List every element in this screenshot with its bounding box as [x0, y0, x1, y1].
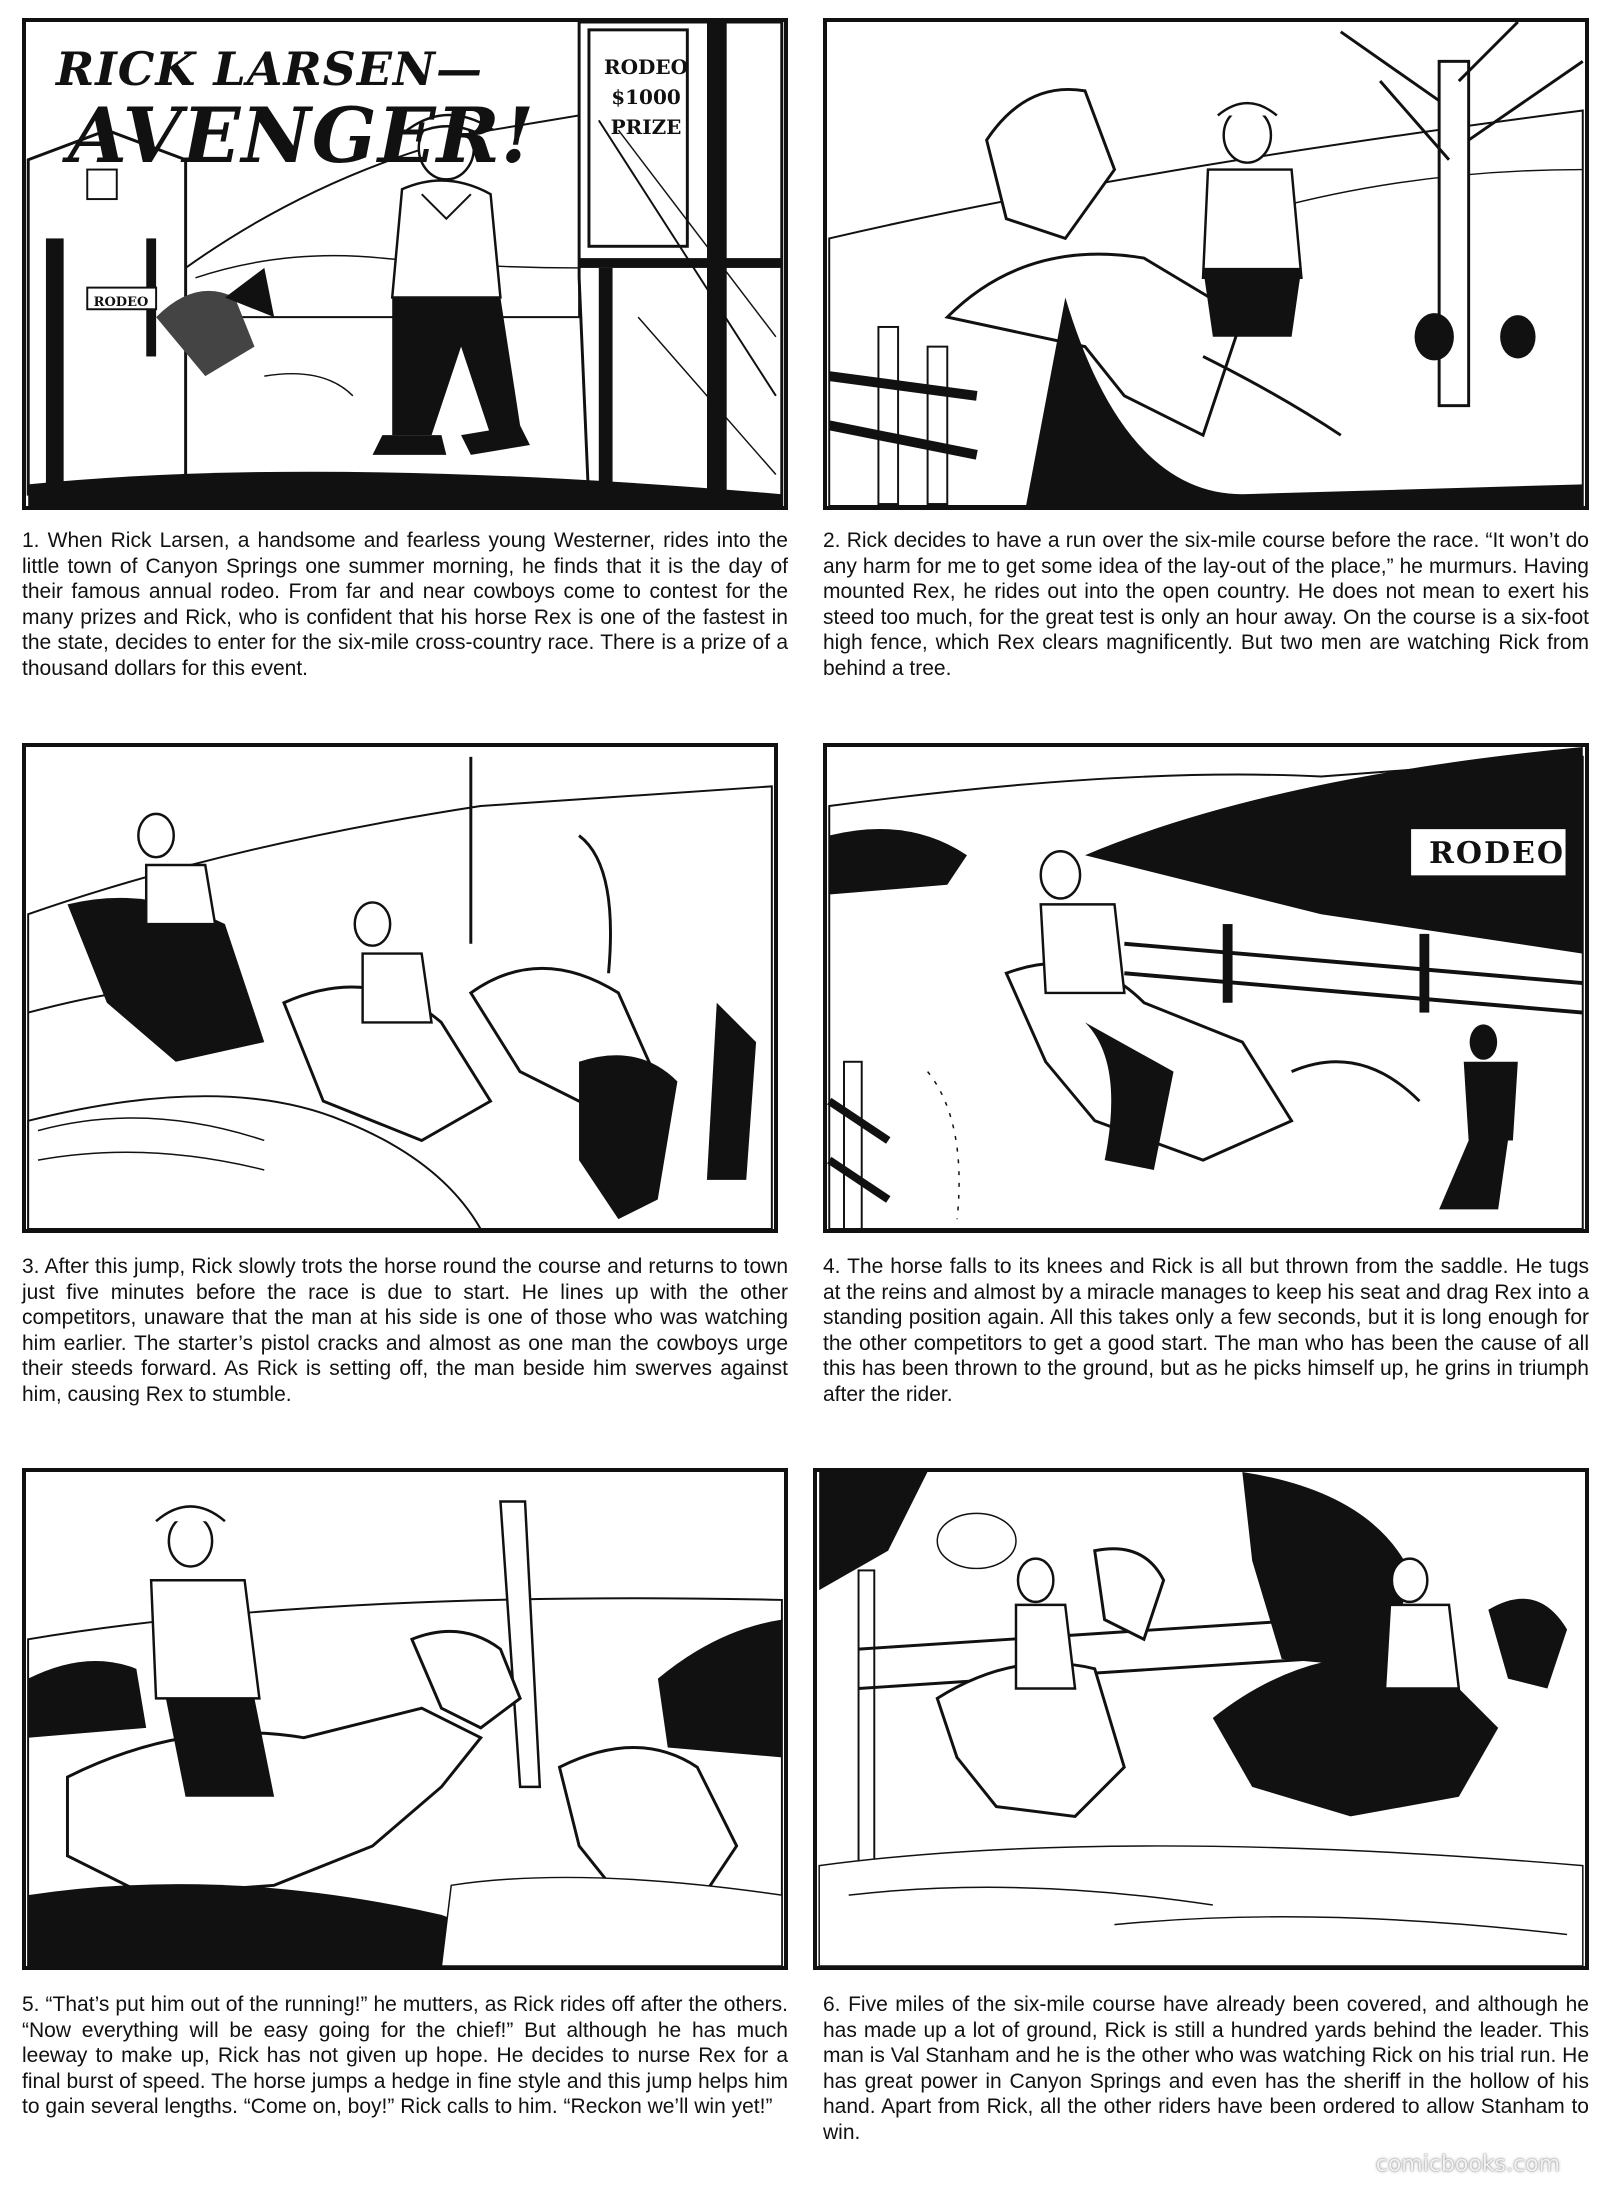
booth-sign: RODEO — [93, 295, 149, 310]
panel-2-illustration — [827, 22, 1585, 506]
panel-5 — [22, 1468, 788, 1970]
watermark: comicbooks.com — [1375, 2152, 1560, 2177]
caption-6: 6. Five miles of the six-mile course have already been covered, and although he has made up a lot of ground, Rick is still a hundred yards behind the leader. This man is Val Stanham and he is the other who was watching Rick on his trial run. He has great power in Canyon Springs and even has the sheriff in the hollow of his hand. Apart from Rick, all the other riders have been ordered to allow Stanham to win. — [823, 1993, 1589, 2144]
panel-1 — [22, 18, 788, 510]
panel-3 — [22, 743, 778, 1233]
caption-4: 4. The horse falls to its knees and Rick is all but thrown from the saddle. He tugs at the reins and almost by a miracle manages to keep his seat and drag Rex into a standing position again. All this takes only a few seconds, but it is long enough for the other competitors to get a good start. The man who has been the cause of all this has been thrown to the ground, but as he picks himself up, he grins in triumph after the rider. — [823, 1255, 1589, 1406]
story-title-line-1: RICK LARSEN— — [56, 42, 483, 96]
story-title-line-2: AVENGER! — [68, 91, 536, 180]
story-title — [56, 44, 535, 178]
caption-5: 5. “That’s put him out of the running!” he mutters, as Rick rides off after the others. “Now everything will be easy going for the chief!” But although he has much leeway to make up, Rick has not given up hope. He decides to nurse Rex for a final burst of speed. The horse jumps a hedge in fine style and this jump helps him to gain several lengths. “Come on, boy!” Rick calls to him. “Reckon we’ll win yet!” — [22, 1993, 788, 2118]
rodeo-banner: RODEO — [1428, 836, 1566, 871]
panel-6-illustration — [817, 1472, 1585, 1966]
panel-5-illustration — [26, 1472, 784, 1966]
panel-2 — [823, 18, 1589, 510]
caption-2: 2. Rick decides to have a run over the six-mile course before the race. “It won’t do any harm for me to get some idea of the lay-out of the place,” he murmurs. Having mounted Rex, he rides out into the open country. He does not mean to exert his steed too much, for the great test is only an hour away. On the course is a six-foot high fence, which Rex clears magnificently. But two men are watching Rick from behind a tree. — [823, 529, 1589, 680]
panel-6 — [813, 1468, 1589, 1970]
caption-3: 3. After this jump, Rick slowly trots the horse round the course and returns to town just five minutes before the race is due to start. He lines up with the other competitors, unaware that the man at his side is one of those who was watching him earlier. The starter’s pistol cracks and almost as one man the cowboys urge their steeds forward. As Rick is setting off, the man beside him swerves against him, causing Rex to stumble. — [22, 1255, 788, 1406]
panel-4-illustration — [827, 747, 1585, 1229]
panel-4 — [823, 743, 1589, 1233]
panel-3-illustration — [26, 747, 774, 1229]
caption-1: 1. When Rick Larsen, a handsome and fearless young Westerner, rides into the little town of Canyon Springs one summer morning, he finds that it is the day of their famous annual rodeo. From far and near cowboys come to contest for the many prizes and Rick, who is confident that his horse Rex is one of the fastest in the state, decides to enter for the six-mile cross-country race. There is a prize of a thousand dollars for this event. — [22, 529, 788, 680]
prize-sign: RODEO $1000 PRIZE — [603, 55, 689, 139]
